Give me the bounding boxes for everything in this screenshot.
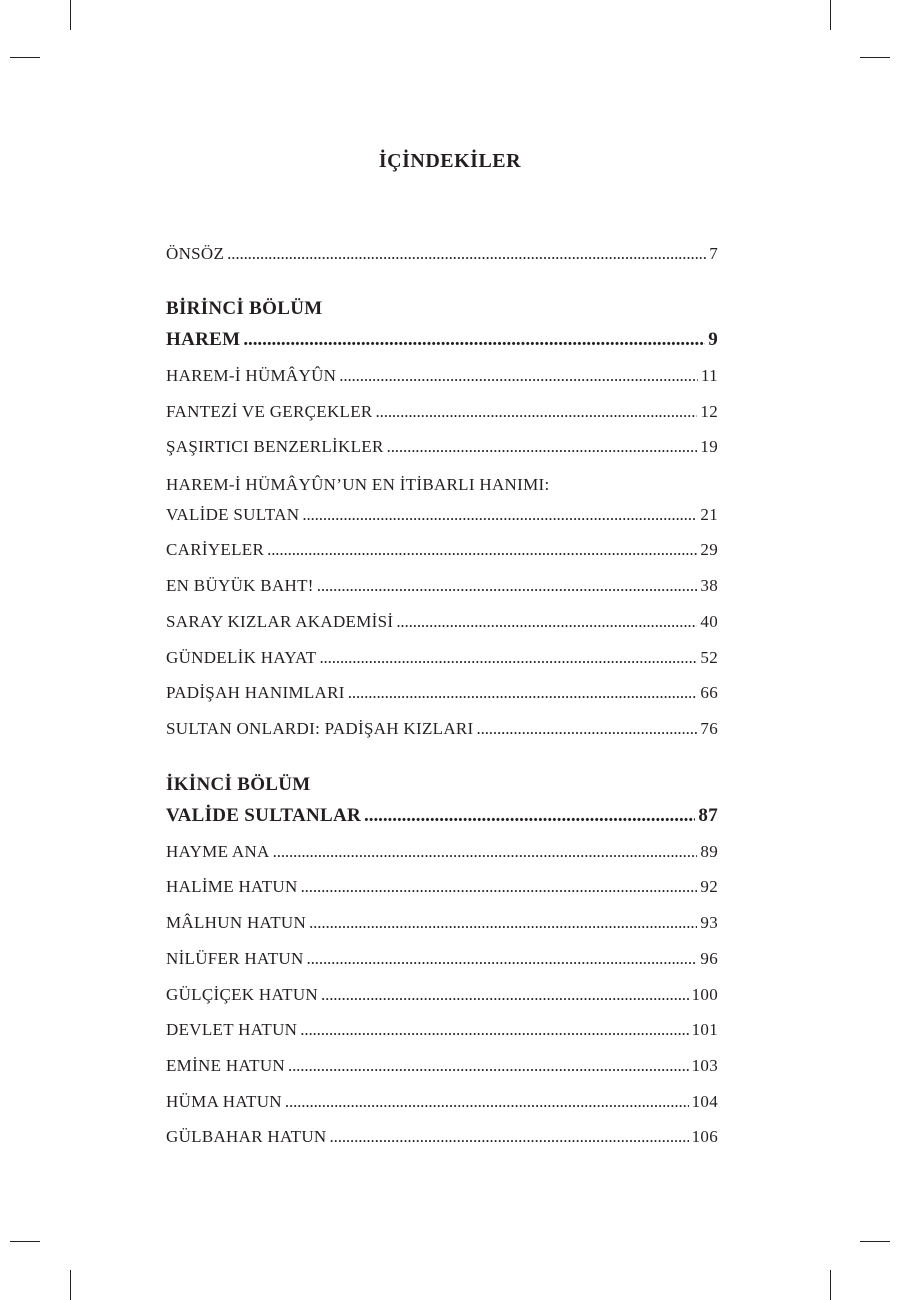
dot-leader (288, 1056, 689, 1076)
toc-entry-label: MÂLHUN HATUN (166, 913, 307, 932)
toc-entry-label: FANTEZİ VE GERÇEKLER (166, 402, 373, 421)
toc-entry (166, 913, 718, 939)
toc-entry (166, 1092, 718, 1118)
toc-entry-page: 76 (700, 719, 718, 738)
dot-leader (364, 805, 695, 827)
toc-entry-page: 52 (700, 648, 718, 667)
toc-entry-label: VALİDE SULTANLAR (166, 805, 362, 826)
crop-mark-bottom-right (830, 1270, 831, 1300)
crop-mark-bottom-left (70, 1270, 71, 1300)
part-heading-label: BİRİNCİ BÖLÜM (166, 298, 323, 319)
toc-entry-page: 7 (709, 244, 718, 263)
toc-entry-page: 12 (700, 402, 718, 421)
part-heading-1 (166, 298, 718, 324)
toc-entry (166, 842, 718, 868)
toc-entry-page: 104 (691, 1092, 718, 1111)
toc-entry-page: 11 (701, 366, 718, 385)
toc-entry-page: 93 (700, 913, 718, 932)
dot-leader (301, 877, 698, 897)
toc-entry-label: HALİME HATUN (166, 877, 298, 896)
dot-leader (300, 1020, 688, 1040)
part-heading-label: İKİNCİ BÖLÜM (166, 774, 311, 795)
toc-entry-preface (166, 244, 718, 270)
toc-entry-label: EMİNE HATUN (166, 1056, 285, 1075)
toc-entry-page: 19 (700, 437, 718, 456)
toc-entry-page: 100 (691, 985, 718, 1004)
toc-entry-label: DEVLET HATUN (166, 1020, 298, 1039)
dot-leader (273, 842, 698, 862)
toc-entry (166, 505, 718, 531)
toc-entry-label: GÜLBAHAR HATUN (166, 1127, 327, 1146)
crop-mark-top-right (830, 0, 831, 30)
toc-entry-page: 21 (700, 505, 718, 524)
dot-leader (285, 1092, 689, 1112)
page-title: İÇİNDEKİLER (378, 150, 522, 172)
toc-entry (166, 1056, 718, 1082)
toc-entry-label: ÖNSÖZ (166, 244, 225, 263)
crop-mark-left-bottom (10, 1241, 40, 1242)
toc-entry (166, 437, 718, 463)
dot-leader (477, 719, 698, 739)
dot-leader (396, 612, 697, 632)
dot-leader (227, 244, 706, 264)
toc-entry-page: 101 (691, 1020, 718, 1039)
part-heading-2 (166, 774, 718, 800)
toc-entry-page: 66 (700, 683, 718, 702)
dot-leader (376, 402, 698, 422)
dot-leader (321, 985, 689, 1005)
toc-entry-label: SARAY KIZLAR AKADEMİSİ (166, 612, 394, 631)
dot-leader (302, 505, 697, 525)
toc-entry (166, 683, 718, 709)
toc-entry-page: 103 (691, 1056, 718, 1075)
dot-leader (339, 366, 698, 386)
crop-mark-right-bottom (860, 1241, 890, 1242)
dot-leader (348, 683, 698, 703)
toc-entry-label: HAREM-İ HÜMÂYÛN’UN EN İTİBARLI HANIMI: (166, 475, 550, 494)
toc-entry-label: ŞAŞIRTICI BENZERLİKLER (166, 437, 384, 456)
toc-entry-label: HAREM-İ HÜMÂYÛN (166, 366, 337, 385)
toc-entry-label: NİLÜFER HATUN (166, 949, 304, 968)
toc-entry-continued (166, 475, 718, 501)
dot-leader (307, 949, 698, 969)
crop-mark-right-top (860, 57, 890, 58)
toc-entry-page: 9 (708, 329, 718, 350)
toc-entry-page: 87 (698, 805, 718, 826)
toc-entry (166, 1020, 718, 1046)
dot-leader (387, 437, 698, 457)
toc-entry-label: CARİYELER (166, 540, 265, 559)
toc-entry-label: VALİDE SULTAN (166, 505, 300, 524)
toc-entry (166, 985, 718, 1011)
toc-entry (166, 576, 718, 602)
dot-leader (319, 648, 697, 668)
crop-mark-left-top (10, 57, 40, 58)
toc-entry (166, 1127, 718, 1153)
toc-entry-page: 29 (700, 540, 718, 559)
dot-leader (330, 1127, 689, 1147)
dot-leader (243, 329, 705, 351)
toc-entry-label: HAYME ANA (166, 842, 270, 861)
toc-entry-page: 40 (700, 612, 718, 631)
toc-entry (166, 877, 718, 903)
toc-entry (166, 402, 718, 428)
dot-leader (317, 576, 698, 596)
toc-entry (166, 648, 718, 674)
toc-entry (166, 949, 718, 975)
toc-entry (166, 612, 718, 638)
toc-entry-label: PADİŞAH HANIMLARI (166, 683, 345, 702)
dot-leader (267, 540, 697, 560)
toc-entry-label: SULTAN ONLARDI: PADİŞAH KIZLARI (166, 719, 474, 738)
section-entry-valide-sultanlar (166, 805, 718, 831)
section-entry-harem (166, 329, 718, 355)
toc-entry-label: HÜMA HATUN (166, 1092, 282, 1111)
toc-entry (166, 366, 718, 392)
toc-entry-label: EN BÜYÜK BAHT! (166, 576, 314, 595)
toc-entry-label: GÜNDELİK HAYAT (166, 648, 317, 667)
toc-entry-page: 92 (700, 877, 718, 896)
toc-entry (166, 540, 718, 566)
dot-leader (309, 913, 697, 933)
toc-entry-page: 89 (700, 842, 718, 861)
toc-entry-page: 38 (700, 576, 718, 595)
toc-entry (166, 719, 718, 745)
toc-entry-page: 96 (700, 949, 718, 968)
toc-entry-label: HAREM (166, 329, 241, 350)
crop-mark-top-left (70, 0, 71, 30)
toc-entry-page: 106 (691, 1127, 718, 1146)
toc-entry-label: GÜLÇİÇEK HATUN (166, 985, 318, 1004)
